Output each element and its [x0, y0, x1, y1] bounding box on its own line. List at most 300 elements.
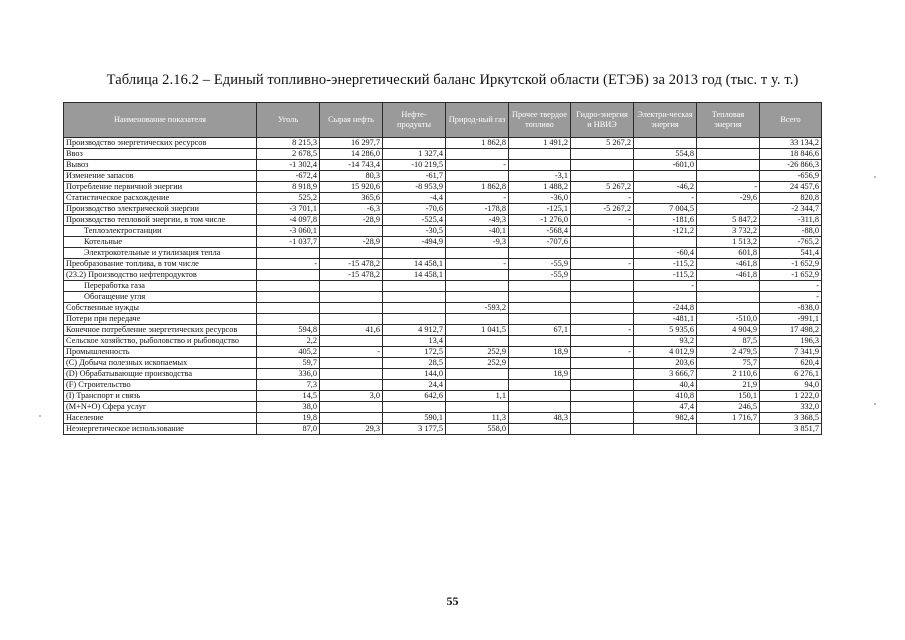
table-cell: 1 862,8 [446, 138, 509, 149]
table-cell [320, 226, 383, 237]
table-cell: -244,8 [634, 303, 697, 314]
table-cell: 5 267,2 [571, 182, 634, 193]
table-cell: 14,5 [257, 391, 320, 402]
table-row [64, 237, 822, 248]
table-cell: 172,5 [383, 347, 446, 358]
table-cell: -601,0 [634, 160, 697, 171]
row-label: Теплоэлектростанции [64, 226, 257, 237]
table-cell: -40,1 [446, 226, 509, 237]
table-cell [634, 292, 697, 303]
table-cell [383, 138, 446, 149]
table-cell: 3 177,5 [383, 424, 446, 435]
table-cell [446, 314, 509, 325]
table-cell: 8 918,9 [257, 182, 320, 193]
table-cell: 3 368,5 [760, 413, 822, 424]
table-row [64, 259, 822, 270]
row-label: Неэнергетическое использование [64, 424, 257, 435]
table-cell: - [760, 281, 822, 292]
table-cell: 11,3 [446, 413, 509, 424]
table-cell: 14 286,0 [320, 149, 383, 160]
table-cell [320, 413, 383, 424]
scan-speck [39, 415, 41, 417]
row-label: Вывоз [64, 160, 257, 171]
table-cell: -5 267,2 [571, 204, 634, 215]
table-cell [257, 292, 320, 303]
table-cell: -4 097,8 [257, 215, 320, 226]
table-cell: 48,3 [509, 413, 571, 424]
table-cell: - [634, 281, 697, 292]
energy-balance-table [63, 102, 822, 435]
table-cell: 252,9 [446, 347, 509, 358]
table-cell: 820,8 [760, 193, 822, 204]
header-heat: Тепловая энергия [697, 103, 760, 138]
table-cell: - [446, 193, 509, 204]
table-cell: 29,3 [320, 424, 383, 435]
table-cell: 14 458,1 [383, 270, 446, 281]
table-cell: 16 297,7 [320, 138, 383, 149]
table-cell [571, 391, 634, 402]
row-label: Производство электрической энергии [64, 204, 257, 215]
header-total: Всего [760, 103, 822, 138]
table-cell: 332,0 [760, 402, 822, 413]
table-cell: 2 110,6 [697, 369, 760, 380]
table-cell [571, 358, 634, 369]
table-cell: 18,9 [509, 369, 571, 380]
table-cell: -1 276,0 [509, 215, 571, 226]
table-cell [571, 226, 634, 237]
header-natural-gas: Природ-ный газ [446, 103, 509, 138]
table-cell: -3 701,1 [257, 204, 320, 215]
table-cell: -55,9 [509, 270, 571, 281]
table-cell: 93,2 [634, 336, 697, 347]
header-other-solid-fuel: Прочее твердое топливо [509, 103, 571, 138]
table-cell: 252,9 [446, 358, 509, 369]
table-cell [697, 138, 760, 149]
table-cell: -115,2 [634, 270, 697, 281]
table-cell: 8 215,3 [257, 138, 320, 149]
table-cell: - [634, 193, 697, 204]
table-cell: -8 953,9 [383, 182, 446, 193]
table-row [64, 347, 822, 358]
row-label: Конечное потребление энергетических ресурсов [64, 325, 257, 336]
table-cell: -36,0 [509, 193, 571, 204]
header-petroleum-products: Нефте-продукты [383, 103, 446, 138]
table-cell: -29,6 [697, 193, 760, 204]
table-cell: 5 847,2 [697, 215, 760, 226]
page-number: 55 [446, 594, 459, 608]
table-row [64, 171, 822, 182]
table-cell: 1 041,5 [446, 325, 509, 336]
table-cell: -656,9 [760, 171, 822, 182]
table-cell: 336,0 [257, 369, 320, 380]
row-label: Потребление первичной энергии [64, 182, 257, 193]
table-cell: 17 498,2 [760, 325, 822, 336]
table-cell: -6,3 [320, 204, 383, 215]
table-cell [571, 424, 634, 435]
table-cell [697, 171, 760, 182]
row-label: Население [64, 413, 257, 424]
table-cell: - [446, 160, 509, 171]
table-cell: 28,5 [383, 358, 446, 369]
table-cell: 1,1 [446, 391, 509, 402]
table-cell [257, 314, 320, 325]
table-cell [320, 336, 383, 347]
table-body [64, 138, 822, 435]
table-cell [697, 149, 760, 160]
table-cell [571, 149, 634, 160]
table-cell: 94,0 [760, 380, 822, 391]
table-cell: -461,8 [697, 259, 760, 270]
table-cell [257, 303, 320, 314]
table-cell [634, 138, 697, 149]
table-cell: 15 920,6 [320, 182, 383, 193]
table-row [64, 336, 822, 347]
table-cell: 2 479,5 [697, 347, 760, 358]
table-cell: 40,4 [634, 380, 697, 391]
row-label: (С) Добыча полезных ископаемых [64, 358, 257, 369]
table-cell [320, 358, 383, 369]
row-label: Обогащение угля [64, 292, 257, 303]
table-cell: 7 341,9 [760, 347, 822, 358]
table-cell: -10 219,5 [383, 160, 446, 171]
table-cell: -28,9 [320, 215, 383, 226]
scan-speck [874, 403, 876, 405]
table-cell [571, 270, 634, 281]
row-label: Производство энергетических ресурсов [64, 138, 257, 149]
table-row [64, 292, 822, 303]
table-cell: 5 267,2 [571, 138, 634, 149]
table-cell [320, 314, 383, 325]
table-cell [509, 380, 571, 391]
table-cell: 246,5 [697, 402, 760, 413]
table-cell: 196,3 [760, 336, 822, 347]
table-cell: -838,0 [760, 303, 822, 314]
table-cell: -2 344,7 [760, 204, 822, 215]
table-cell: 203,6 [634, 358, 697, 369]
table-row [64, 248, 822, 259]
table-row [64, 193, 822, 204]
table-cell [446, 281, 509, 292]
table-cell: -3,1 [509, 171, 571, 182]
table-cell: 87,0 [257, 424, 320, 435]
table-row [64, 424, 822, 435]
table-cell: 1 222,0 [760, 391, 822, 402]
table-cell: -70,6 [383, 204, 446, 215]
table-cell: 150,1 [697, 391, 760, 402]
table-cell: -49,3 [446, 215, 509, 226]
row-label: (D) Обрабатывающие производства [64, 369, 257, 380]
table-cell [571, 237, 634, 248]
table-cell [446, 149, 509, 160]
table-cell [320, 248, 383, 259]
table-cell [446, 336, 509, 347]
row-label: Потери при передаче [64, 314, 257, 325]
table-cell [509, 402, 571, 413]
table-cell: -494,9 [383, 237, 446, 248]
table-cell: 4 904,9 [697, 325, 760, 336]
table-cell: - [320, 347, 383, 358]
table-cell [509, 160, 571, 171]
table-cell: -30,5 [383, 226, 446, 237]
table-cell [320, 369, 383, 380]
table-cell: 21,9 [697, 380, 760, 391]
table-cell: -181,6 [634, 215, 697, 226]
table-cell: 2,2 [257, 336, 320, 347]
table-cell: 87,5 [697, 336, 760, 347]
table-cell: -55,9 [509, 259, 571, 270]
row-label: Изменение запасов [64, 171, 257, 182]
table-cell: -707,6 [509, 237, 571, 248]
table-cell: 7 004,5 [634, 204, 697, 215]
table-row [64, 303, 822, 314]
table-row [64, 358, 822, 369]
table-cell [571, 402, 634, 413]
table-cell [446, 292, 509, 303]
table-cell: 541,4 [760, 248, 822, 259]
table-cell [509, 391, 571, 402]
table-cell: 47,4 [634, 402, 697, 413]
table-cell: 3 851,7 [760, 424, 822, 435]
table-row [64, 402, 822, 413]
table-row [64, 160, 822, 171]
table-cell [571, 336, 634, 347]
table-cell: - [571, 215, 634, 226]
table-row [64, 270, 822, 281]
table-cell: 67,1 [509, 325, 571, 336]
table-cell: - [571, 347, 634, 358]
table-cell: - [446, 259, 509, 270]
table-cell [571, 281, 634, 292]
table-cell [383, 402, 446, 413]
table-cell: 3,0 [320, 391, 383, 402]
table-cell: 1 491,2 [509, 138, 571, 149]
header-hydro-renewables: Гидро-энергия и НВИЭ [571, 103, 634, 138]
table-cell [509, 314, 571, 325]
table-cell: 554,8 [634, 149, 697, 160]
header-coal: Уголь [257, 103, 320, 138]
table-cell: 590,1 [383, 413, 446, 424]
table-cell: -26 866,3 [760, 160, 822, 171]
table-cell: 620,4 [760, 358, 822, 369]
table-cell [697, 281, 760, 292]
table-cell: 7,3 [257, 380, 320, 391]
table-cell [634, 237, 697, 248]
table-cell [509, 248, 571, 259]
table-cell: -3 060,1 [257, 226, 320, 237]
table-cell: 410,8 [634, 391, 697, 402]
table-row [64, 325, 822, 336]
table-cell: 80,3 [320, 171, 383, 182]
table-cell: - [571, 325, 634, 336]
table-cell: 19,8 [257, 413, 320, 424]
table-cell: 24 457,6 [760, 182, 822, 193]
table-cell: - [697, 182, 760, 193]
table-cell: 5 935,6 [634, 325, 697, 336]
table-cell: 594,8 [257, 325, 320, 336]
table-cell [383, 281, 446, 292]
table-cell: -14 743,4 [320, 160, 383, 171]
table-cell [320, 292, 383, 303]
table-cell: -121,2 [634, 226, 697, 237]
table-cell: -88,0 [760, 226, 822, 237]
table-cell [320, 380, 383, 391]
table-cell: 525,2 [257, 193, 320, 204]
table-cell: 144,0 [383, 369, 446, 380]
table-row [64, 369, 822, 380]
table-row [64, 204, 822, 215]
table-cell [320, 402, 383, 413]
table-cell: -525,4 [383, 215, 446, 226]
table-cell [257, 248, 320, 259]
table-cell [697, 292, 760, 303]
table-cell: 1 513,2 [697, 237, 760, 248]
table-cell [509, 358, 571, 369]
table-cell: 24,4 [383, 380, 446, 391]
table-cell [446, 402, 509, 413]
table-cell: 33 134,2 [760, 138, 822, 149]
table-cell [383, 314, 446, 325]
table-row [64, 380, 822, 391]
table-cell: -1 037,7 [257, 237, 320, 248]
table-row [64, 226, 822, 237]
table-cell [383, 292, 446, 303]
table-row [64, 215, 822, 226]
table-cell [697, 204, 760, 215]
table-row [64, 138, 822, 149]
table-cell [509, 336, 571, 347]
table-cell [634, 171, 697, 182]
table-cell: 14 458,1 [383, 259, 446, 270]
header-electricity: Электри-ческая энергия [634, 103, 697, 138]
row-label: (F) Строительство [64, 380, 257, 391]
table-cell [571, 369, 634, 380]
table-cell: -510,0 [697, 314, 760, 325]
table-cell [571, 248, 634, 259]
table-cell [509, 281, 571, 292]
table-cell: - [571, 259, 634, 270]
table-cell: 1 488,2 [509, 182, 571, 193]
row-label: Статистическое расхождение [64, 193, 257, 204]
table-cell: -9,3 [446, 237, 509, 248]
table-cell: -311,8 [760, 215, 822, 226]
table-cell: 405,2 [257, 347, 320, 358]
table-cell [571, 303, 634, 314]
header-crude-oil: Сырая нефть [320, 103, 383, 138]
table-cell: -991,1 [760, 314, 822, 325]
table-cell: -1 652,9 [760, 259, 822, 270]
table-cell: -4,4 [383, 193, 446, 204]
table-row [64, 413, 822, 424]
table-cell: 3 732,2 [697, 226, 760, 237]
table-cell: 13,4 [383, 336, 446, 347]
table-row [64, 182, 822, 193]
table-cell: - [760, 292, 822, 303]
header-row [64, 103, 822, 138]
table-cell [446, 248, 509, 259]
table-cell [634, 424, 697, 435]
table-cell: -765,2 [760, 237, 822, 248]
table-cell: - [571, 193, 634, 204]
table-cell [571, 413, 634, 424]
table-cell: -568,4 [509, 226, 571, 237]
table-cell: 1 716,7 [697, 413, 760, 424]
table-cell: 41,6 [320, 325, 383, 336]
table-cell [571, 292, 634, 303]
table-cell [697, 424, 760, 435]
table-cell [446, 270, 509, 281]
row-label: Электрокотельные и утилизация тепла [64, 248, 257, 259]
table-cell [257, 270, 320, 281]
table-cell [697, 303, 760, 314]
table-cell: 4 912,7 [383, 325, 446, 336]
table-cell [320, 303, 383, 314]
table-cell: - [257, 259, 320, 270]
table-cell [446, 369, 509, 380]
table-cell: -461,8 [697, 270, 760, 281]
table-cell: 75,7 [697, 358, 760, 369]
table-cell: 558,0 [446, 424, 509, 435]
row-label: Собственные нужды [64, 303, 257, 314]
table-cell: 38,0 [257, 402, 320, 413]
table-cell [320, 281, 383, 292]
row-label: Переработка газа [64, 281, 257, 292]
table-cell: -15 478,2 [320, 259, 383, 270]
row-label: Котельные [64, 237, 257, 248]
table-cell [509, 303, 571, 314]
table-row [64, 281, 822, 292]
table-cell: -481,1 [634, 314, 697, 325]
table-cell: 18,9 [509, 347, 571, 358]
table-cell: 642,6 [383, 391, 446, 402]
table-cell: -15 478,2 [320, 270, 383, 281]
table-cell [509, 424, 571, 435]
row-label: Преобразование топлива, в том числе [64, 259, 257, 270]
row-label: Ввоз [64, 149, 257, 160]
table-cell: 982,4 [634, 413, 697, 424]
table-cell: 1 862,8 [446, 182, 509, 193]
scan-speck [874, 176, 876, 178]
table-cell: 365,6 [320, 193, 383, 204]
table-cell: 18 846,6 [760, 149, 822, 160]
table-cell: -1 652,9 [760, 270, 822, 281]
table-cell: -115,2 [634, 259, 697, 270]
table-cell: 59,7 [257, 358, 320, 369]
row-label: (I) Транспорт и связь [64, 391, 257, 402]
table-cell: -593,2 [446, 303, 509, 314]
row-label: (M+N+O) Сфера услуг [64, 402, 257, 413]
table-cell: 4 012,9 [634, 347, 697, 358]
table-cell: -46,2 [634, 182, 697, 193]
table-row [64, 391, 822, 402]
table-cell: 2 678,5 [257, 149, 320, 160]
table-cell: 3 666,7 [634, 369, 697, 380]
table-cell: -60,4 [634, 248, 697, 259]
table-cell [446, 171, 509, 182]
table-cell: -28,9 [320, 237, 383, 248]
table-cell: -61,7 [383, 171, 446, 182]
row-label: Сельское хозяйство, рыболовство и рыбоводство [64, 336, 257, 347]
table-row [64, 149, 822, 160]
table-caption: Таблица 2.16.2 – Единый топливно-энергетический баланс Иркутской области (ЕТЭБ) за 2013 год (тыс. т у. т.) [106, 72, 799, 88]
table-cell: 601,8 [697, 248, 760, 259]
table-cell [257, 281, 320, 292]
table-row [64, 314, 822, 325]
table-cell [446, 380, 509, 391]
table-cell [383, 303, 446, 314]
row-label: Производство тепловой энергии, в том числе [64, 215, 257, 226]
table-cell [697, 160, 760, 171]
table-cell [383, 248, 446, 259]
